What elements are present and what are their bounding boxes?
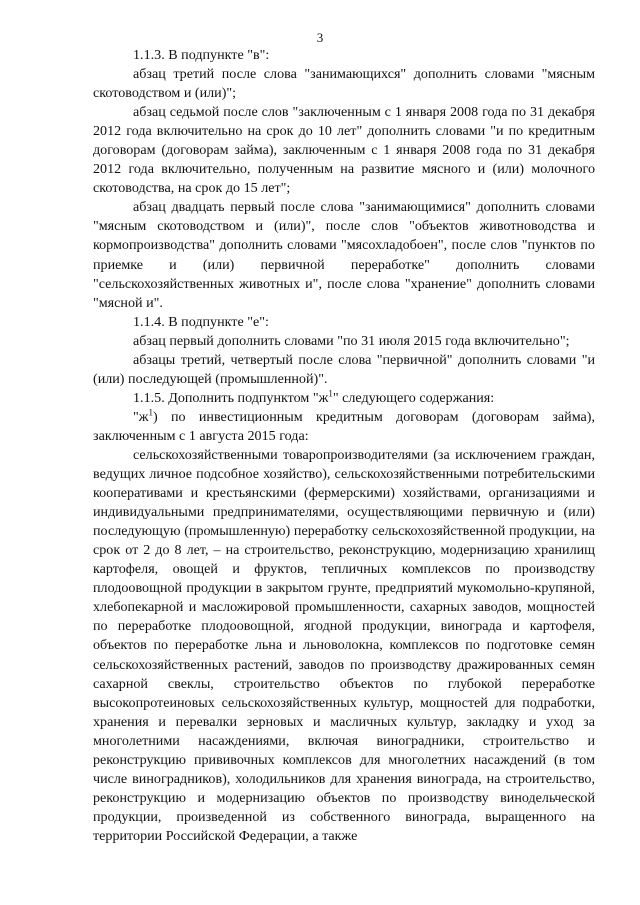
paragraph-borrowers-list: сельскохозяйственными товаропроизводителями (за исключением граждан, ведущих личное подсобное хозяйство), сельскохозяйственными потребительскими кооперативами и крестьянскими (фермерскими) хозяйствами, организациями и индивидуальными предпринимателями, осуществляющими первичную и (или) последующую (промышленную) переработку сельскохозяйственной продукции, на срок от 2 до 8 лет, – на строительство, реконструкцию, модернизацию хранилищ картофеля, овощей и фруктов, тепличных комплексов по производству плодоовощной продукции в закрытом грунте, предприятий мукомольно-крупяной, хлебопекарной и масложировой промышленности, сахарных заводов, мощностей по переработке плодоовощной, ягодной продукции, винограда и картофеля, объектов по переработке льна и льноволокна, комплексов по подготовке семян сельскохозяйственных растений, заводов по производству дражированных семян сахарной свеклы, строительство объектов по глубокой переработке высокопротеиновых сельскохозяйственных культур, мощностей для подработки, хранения и перевалки зерновых и масличных культур, закладку и уход за многолетними насаждениями, включая виноградники, строительство и реконструкцию прививочных комплексов для многолетних насаждений (в том числе виноградников), холодильников для хранения винограда, на строительство, реконструкцию и модернизацию объектов по производству винодельческой продукции, произведенной из собственного винограда, выращенного на территории Российской Федерации, а также <box>93 446 595 844</box>
superscript: 1 <box>328 388 333 399</box>
paragraph-amendment-third: абзац третий после слова "занимающихся" дополнить словами "мясным скотоводством и (или)"; <box>93 66 595 102</box>
paragraph-subpoint-zh1 <box>93 408 595 446</box>
paragraph-amendment-third-fourth: абзацы третий, четвертый после слова "первичной" дополнить словами "и (или) последующей (промышленной)". <box>93 351 595 387</box>
superscript: 1 <box>148 407 153 418</box>
paragraph-amendment-seventh: абзац седьмой после слов "заключенным с 1 января 2008 года по 31 декабря 2012 года включительно на срок до 10 лет" дополнить словами "и по кредитным договорам (договорам займа), заключенным с 1 января 2008 года по 31 декабря 2012 года включительно, полученным на развитие мясного и (или) молочного скотоводства, на срок до 15 лет"; <box>93 104 595 197</box>
paragraph-1-1-5 <box>93 389 595 408</box>
paragraph-amendment-first: абзац первый дополнить словами "по 31 июля 2015 года включительно"; <box>133 332 570 349</box>
paragraph-zh1-part-b: ) по инвестиционным кредитным договорам (договорам займа), заключенным с 1 августа 2015 года: <box>93 408 595 444</box>
paragraph-amendment-twenty-first: абзац двадцать первый после слова "занимающимися" дополнить словами "мясным скотоводством и (или)", после слов "объектов животноводства и кормопроизводства" дополнить словами "мясохладобоен", после слов "пунктов по приемке и (или) первичной переработке" дополнить словами "сельскохозяйственных животных и", после слова "хранение" дополнить словами "мясной и". <box>93 199 595 311</box>
paragraph-1-1-5-part-a: 1.1.5. Дополнить подпунктом "ж <box>133 389 329 406</box>
paragraph-1-1-4: 1.1.4. В подпункте "е": <box>133 313 269 330</box>
paragraph-1-1-3: 1.1.3. В подпункте "в": <box>133 47 270 63</box>
paragraph-zh1-part-a: "ж <box>133 408 149 425</box>
paragraph-1-1-5-part-b: " следующего содержания: <box>332 389 495 406</box>
page-number: 3 <box>316 30 324 45</box>
document-body <box>93 46 595 846</box>
